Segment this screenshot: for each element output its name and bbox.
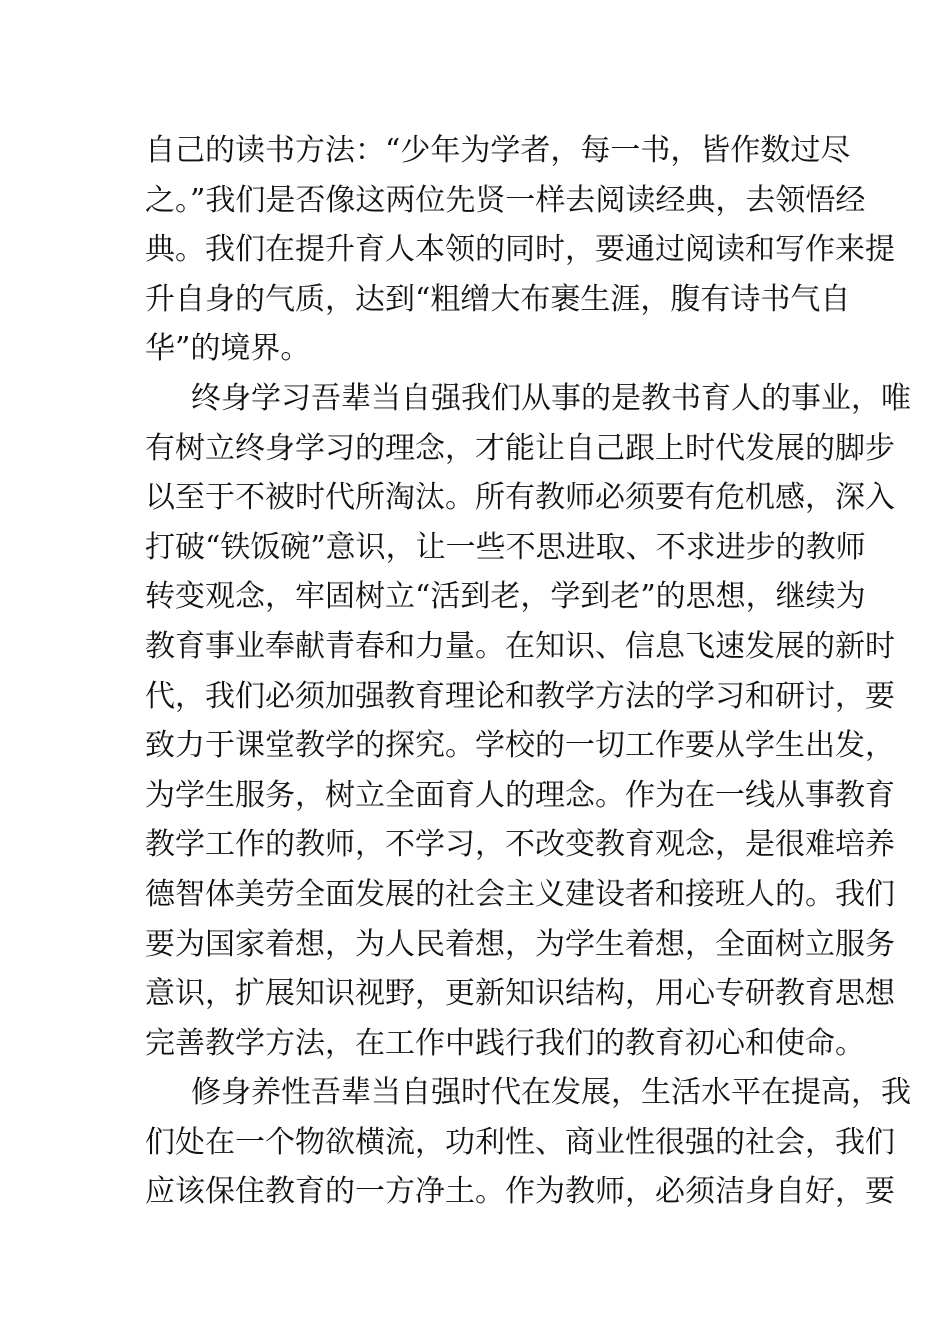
text-line: 要为国家着想，为人民着想，为学生着想，全面树立服务 [145,926,895,962]
text-line: 修身养性吾辈当自强时代在发展，生活水平在提高，我 [191,1075,911,1111]
text-line: 意识，扩展知识视野，更新知识结构，用心专研教育思想 [145,976,895,1012]
text-line: 为学生服务，树立全面育人的理念。作为在一线从事教育 [145,777,895,813]
text-line: 华”的境界。 [145,331,311,367]
text-line: 德智体美劳全面发展的社会主义建设者和接班人的。我们 [145,876,895,912]
text-line: 完善教学方法，在工作中践行我们的教育初心和使命。 [145,1025,865,1061]
text-line: 代，我们必须加强教育理论和教学方法的学习和研讨，要 [145,678,895,714]
paragraph-lifelong-learning [145,374,911,1068]
text-line: 教学工作的教师，不学习，不改变教育观念，是很难培养 [145,827,895,863]
text-line: 有树立终身学习的理念，才能让自己跟上时代发展的脚步 [145,430,895,466]
text-line: 以至于不被时代所淘汰。所有教师必须要有危机感，深入 [145,480,895,516]
text-line: 转变观念，牢固树立“活到老，学到老”的思想，继续为 [145,579,866,615]
text-line: 升自身的气质，达到“粗缯大布裹生涯，腹有诗书气自 [145,281,851,317]
paragraph-reading [145,126,895,374]
paragraph-self-cultivation [145,1068,911,1217]
text-line: 们处在一个物欲横流，功利性、商业性很强的社会，我们 [145,1124,895,1160]
text-line: 典。我们在提升育人本领的同时，要通过阅读和写作来提 [145,232,895,268]
text-line: 终身学习吾辈当自强我们从事的是教书育人的事业，唯 [191,380,911,416]
text-line: 致力于课堂教学的探究。学校的一切工作要从学生出发， [145,728,895,764]
text-line: 打破“铁饭碗”意识，让一些不思进取、不求进步的教师 [145,529,866,565]
text-line: 教育事业奉献青春和力量。在知识、信息飞速发展的新时 [145,628,895,664]
text-line: 之。”我们是否像这两位先贤一样去阅读经典，去领悟经 [145,182,866,218]
text-line: 应该保住教育的一方净土。作为教师，必须洁身自好，要 [145,1174,895,1210]
body-text [145,126,911,1217]
text-line: 自己的读书方法：“少年为学者，每一书，皆作数过尽 [145,133,851,168]
